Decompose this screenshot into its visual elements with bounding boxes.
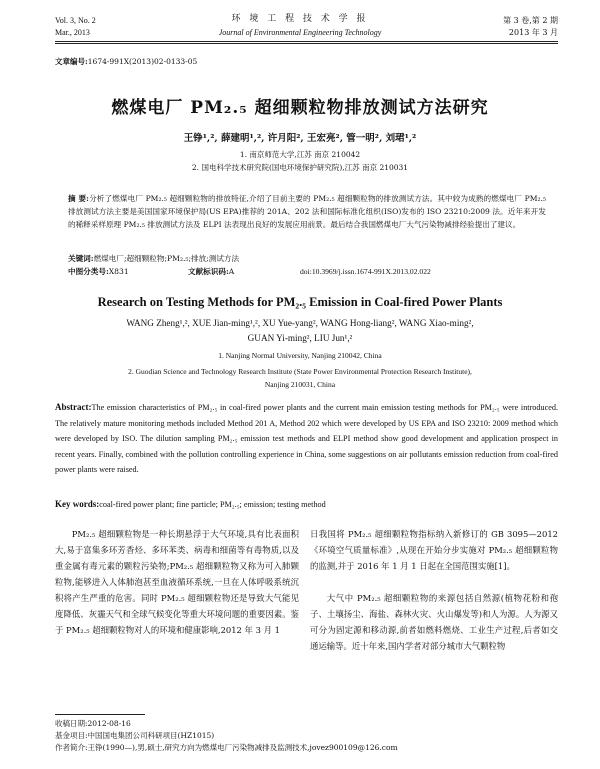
authors-en-line-2: GUAN Yi-ming², LIU Jun¹,² [247, 333, 353, 343]
authors-cn: 王铮¹,², 薛建明¹,², 许月阳², 王宏亮², 管一明², 刘珺¹,² [183, 133, 417, 144]
affiliation-en-1: 1. Nanjing Normal University, Nanjing 210042, China [218, 351, 382, 360]
body-right-paragraph-1: 日我国将 PM₂.₅ 超细颗粒物指标纳入新修订的 GB 3095—2012《环境空气质量标准》,从现在开始分步实施对 PM₂.₅ 超细颗粒物的监测,并于 2016 年 1 月 1 日起在全国范围实施[1]。 [310, 529, 558, 571]
clc-number: 中图分类号:X831 [68, 267, 129, 276]
affiliation-en-2: 2. Guodian Science and Technology Research Institute (State Power Environmental Protection Research Institute), [128, 367, 472, 376]
authors-en-line-1: WANG Zheng¹,², XUE Jian-ming¹,², XU Yue-yang², WANG Hong-liang², WANG Xiao-ming², [126, 318, 474, 328]
abstract-cn: 摘 要:分析了燃煤电厂 PM₂.₅ 超细颗粒物的排放特征,介绍了目前主要的 PM₂.₅ 超细颗粒物的排放测试方法。其中较为成熟的燃煤电厂 PM₂.₅ 排放测试方法主要是美国国家环境保护局(US EPA)推荐的 201A、202 法和国际标准化组织(ISO)发布的 ISO 23210:2009 法。近年来开发的稀释采样原理 PM₂.₅ 排放测试方法及 ELPI 法表现出良好的发展应用前景。最后结合我国燃煤电厂大气污染物减排经验提出了建议。 [68, 194, 547, 229]
body-left-column: PM₂.₅ 超细颗粒物是一种长期悬浮于大气环境,具有比表面积大,易于富集多环芳香烃、多环苯类、病毒和细菌等有毒物质,以及重金属有毒元素的颗粒污染物;PM₂.₅ 超细颗粒物又称为可入肺颗粒物,能够进入人体肺泡甚至血液循环系统,一旦在人体呼吸系统沉积将产生严重的危害。同时 PM₂.₅ 超细颗粒物还是导致大气能见度降低、灰霾天气和全球气候变化等重大环境问题的重要因素。鉴于 PM₂.₅ 超细颗粒物对人的环境和健康影响,2012 年 3 月 1 [55, 529, 299, 635]
keywords-en: Key words:coal-fired power plant; fine particle; PM₂.₅; emission; testing method [55, 499, 326, 509]
article-number: 文章编号:1674-991X(2013)02-0133-05 [55, 57, 198, 66]
affiliation-en-3: Nanjing 210031, China [264, 380, 336, 389]
header-date: Mar., 2013 [55, 28, 90, 37]
header-volume: Vol. 3, No. 2 [55, 16, 96, 25]
footnote-received: 收稿日期:2012-08-16 [55, 719, 131, 728]
title-en: Research on Testing Methods for PM₂.₅ Emission in Coal-fired Power Plants [97, 295, 503, 309]
abstract-en: Abstract:The emission characteristics of PM₂.₅ in coal-fired power plants and the current main emission testing methods for PM₂.₅ were introduced. The relatively mature monitoring methods included Method 201 A, Method 202 which were developed by US EPA and ISO 23210: 2009 method which were developed by ISO. The dilution sampling PM₂.₅ emission test methods and ELPI method show good development and application prospect in recent years. Finally, combined with the pollution controlling experience in China, some suggestions on air pollutants emission reduction from coal-fired power plants were raised. [55, 402, 558, 474]
footnote-author: 作者简介:王铮(1990—),男,硕士,研究方向为燃煤电厂污染物减排及监测技术,jovez900109@126.com [55, 743, 398, 752]
header-journal-cn: 环 境 工 程 技 术 学 报 [231, 14, 369, 24]
header-date-cn: 2013 年 3 月 [508, 28, 558, 37]
header-rule [55, 41, 558, 42]
affiliation-cn-1: 1. 南京师范大学,江苏 南京 210042 [239, 150, 361, 159]
footnote-funding: 基金项目:中国国电集团公司科研项目(HZ1015) [55, 731, 215, 740]
header-journal-en: Journal of Environmental Engineering Technology [218, 28, 382, 37]
title-cn: 燃煤电厂 PM₂.₅ 超细颗粒物排放测试方法研究 [111, 98, 489, 118]
keywords-cn: 关键词:燃煤电厂;超细颗粒物;PM₂.₅;排放;测试方法 [68, 254, 240, 263]
footnote-rule [55, 714, 145, 715]
header-volume-cn: 第 3 卷,第 2 期 [503, 16, 558, 25]
header-rule-2 [55, 43, 558, 44]
body-right-paragraph-2: 大气中 PM₂.₅ 超细颗粒物的来源包括自然源(植物花粉和孢子、土壤扬尘、海盐、森林火灾、火山爆发等)和人为源。人为源又可分为固定源和移动源,前者如燃料燃烧、工业生产过程,后者如交通运输等。近十年来,国内学者对部分城市大气颗粒物 [310, 593, 558, 651]
doi: doi:10.3969/j.issn.1674-991X.2013.02.022 [300, 267, 431, 276]
document-code: 文献标识码:A [188, 267, 235, 276]
affiliation-cn-2: 2. 国电科学技术研究院(国电环境保护研究院),江苏 南京 210031 [191, 163, 409, 172]
